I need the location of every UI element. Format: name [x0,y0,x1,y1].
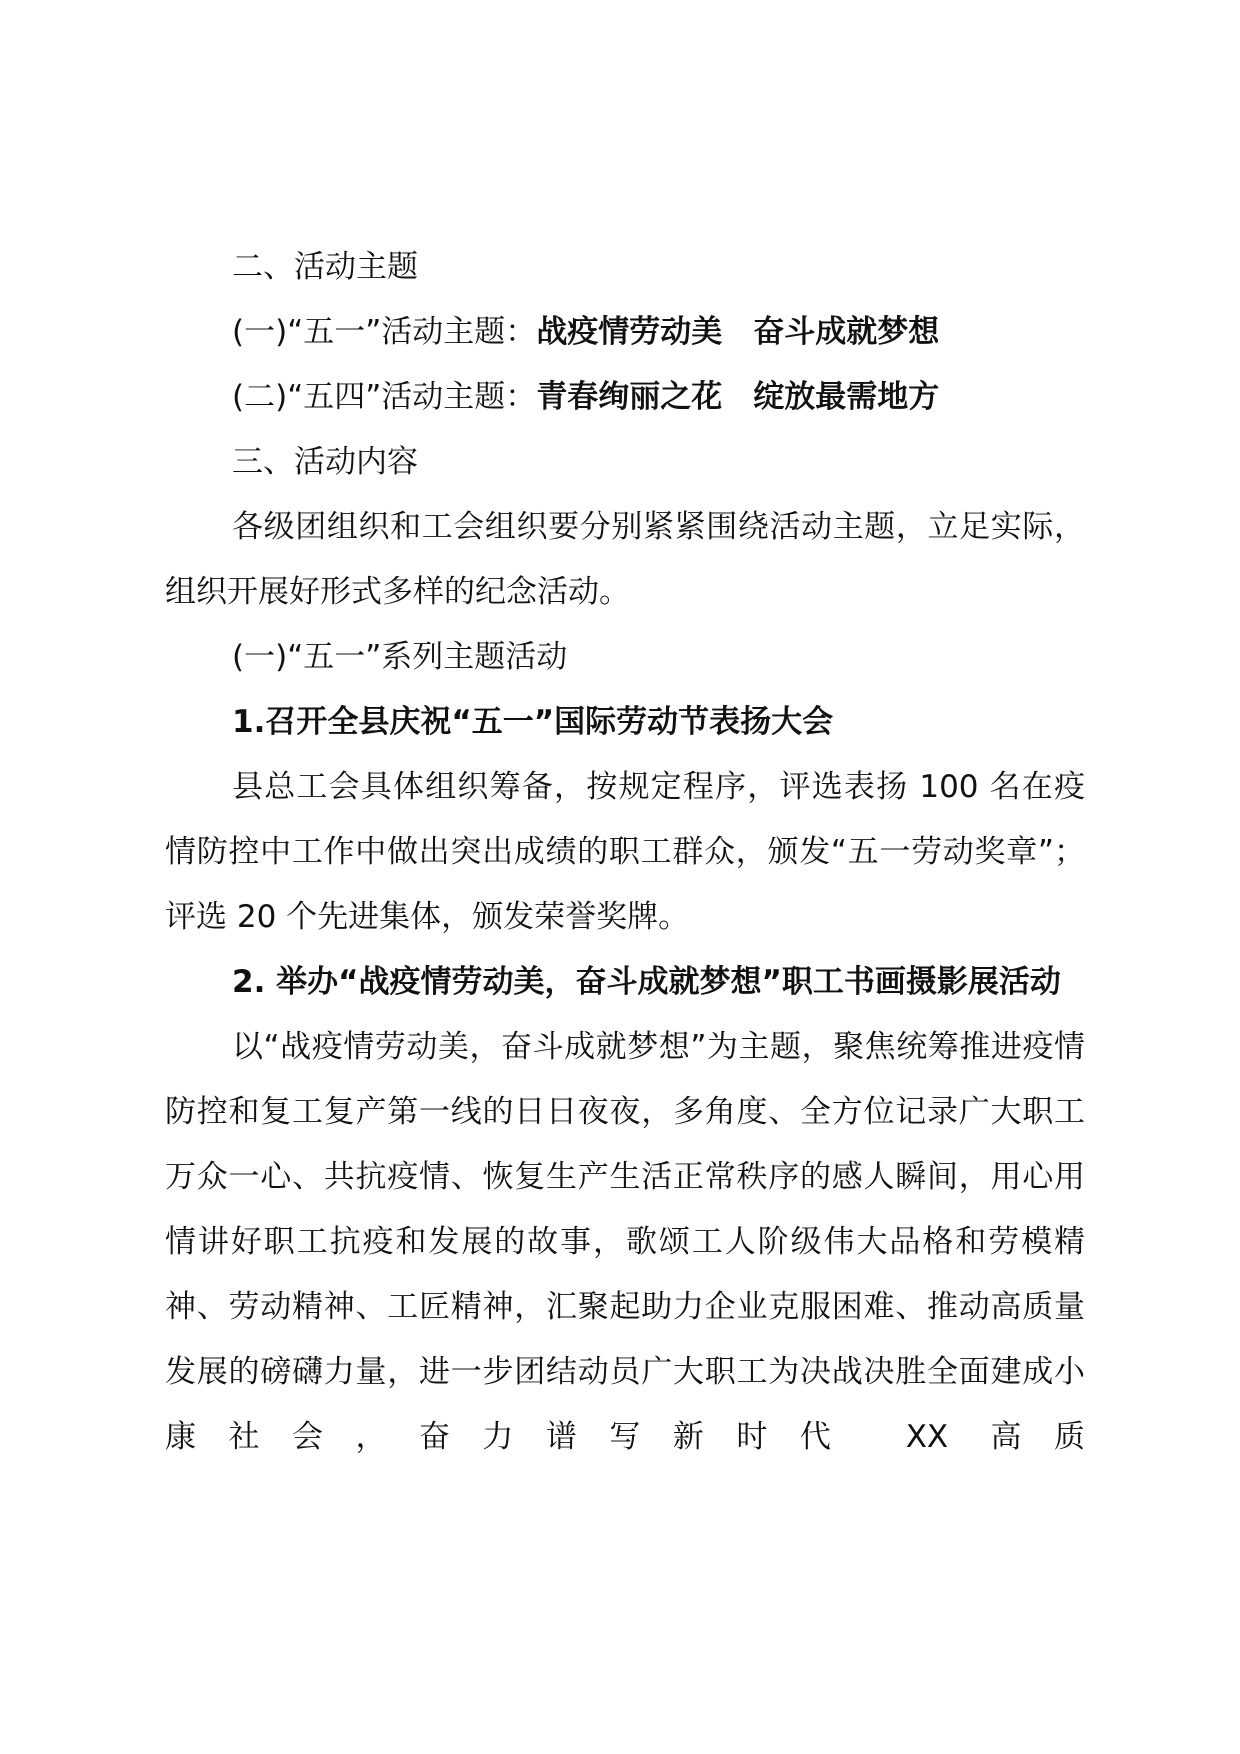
series-heading-may-day [165,625,1085,690]
section-heading-themes [165,235,1085,300]
section-heading-content [165,430,1085,495]
theme-slogan-part1: 战疫情劳动美 [536,314,723,350]
theme-label: (一)“五一”活动主题： [232,314,537,350]
document-body [165,235,1085,1470]
intro-paragraph: 各级团组织和工会组织要分别紧紧围绕活动主题，立足实际，组织开展好形式多样的纪念活动。 [165,509,1085,610]
item1-title: 1.召开全县庆祝“五一”国际劳动节表扬大会 [232,704,834,740]
section-heading-text: 二、活动主题 [232,249,418,285]
series-heading-text: (一)“五一”系列主题活动 [232,639,568,675]
item2-body: 以“战疫情劳动美，奋斗成就梦想”为主题，聚焦统筹推进疫情防控和复工复产第一线的日日夜夜，多角度、全方位记录广大职工万众一心、共抗疫情、恢复生产生活正常秩序的感人瞬间，用心用情讲好职工抗疫和发展的故事，歌颂工人阶级伟大品格和劳模精神、劳动精神、工匠精神，汇聚起助力企业克服困难、推动高质量发展的磅礴力量，进一步团结动员广大职工为决战决胜全面建成小康社会，奋力谱写新时代 XX 高质 [165,1029,1085,1455]
item1-body: 县总工会具体组织筹备，按规定程序，评选表扬 100 名在疫情防控中工作中做出突出成绩的职工群众，颁发“五一劳动奖章”；评选 20 个先进集体，颁发荣誉奖牌。 [165,769,1085,935]
theme-slogan-part2: 奋斗成就梦想 [753,314,940,350]
section-heading-text: 三、活动内容 [232,444,418,480]
theme-line-may-day [165,300,1085,365]
theme-slogan-part1: 青春绚丽之花 [536,379,723,415]
theme-slogan-part2: 绽放最需地方 [753,379,940,415]
theme-line-youth-day [165,365,1085,430]
theme-label: (二)“五四”活动主题： [232,379,537,415]
item2-title: 2. 举办“战疫情劳动美，奋斗成就梦想”职工书画摄影展活动 [232,964,1061,1000]
